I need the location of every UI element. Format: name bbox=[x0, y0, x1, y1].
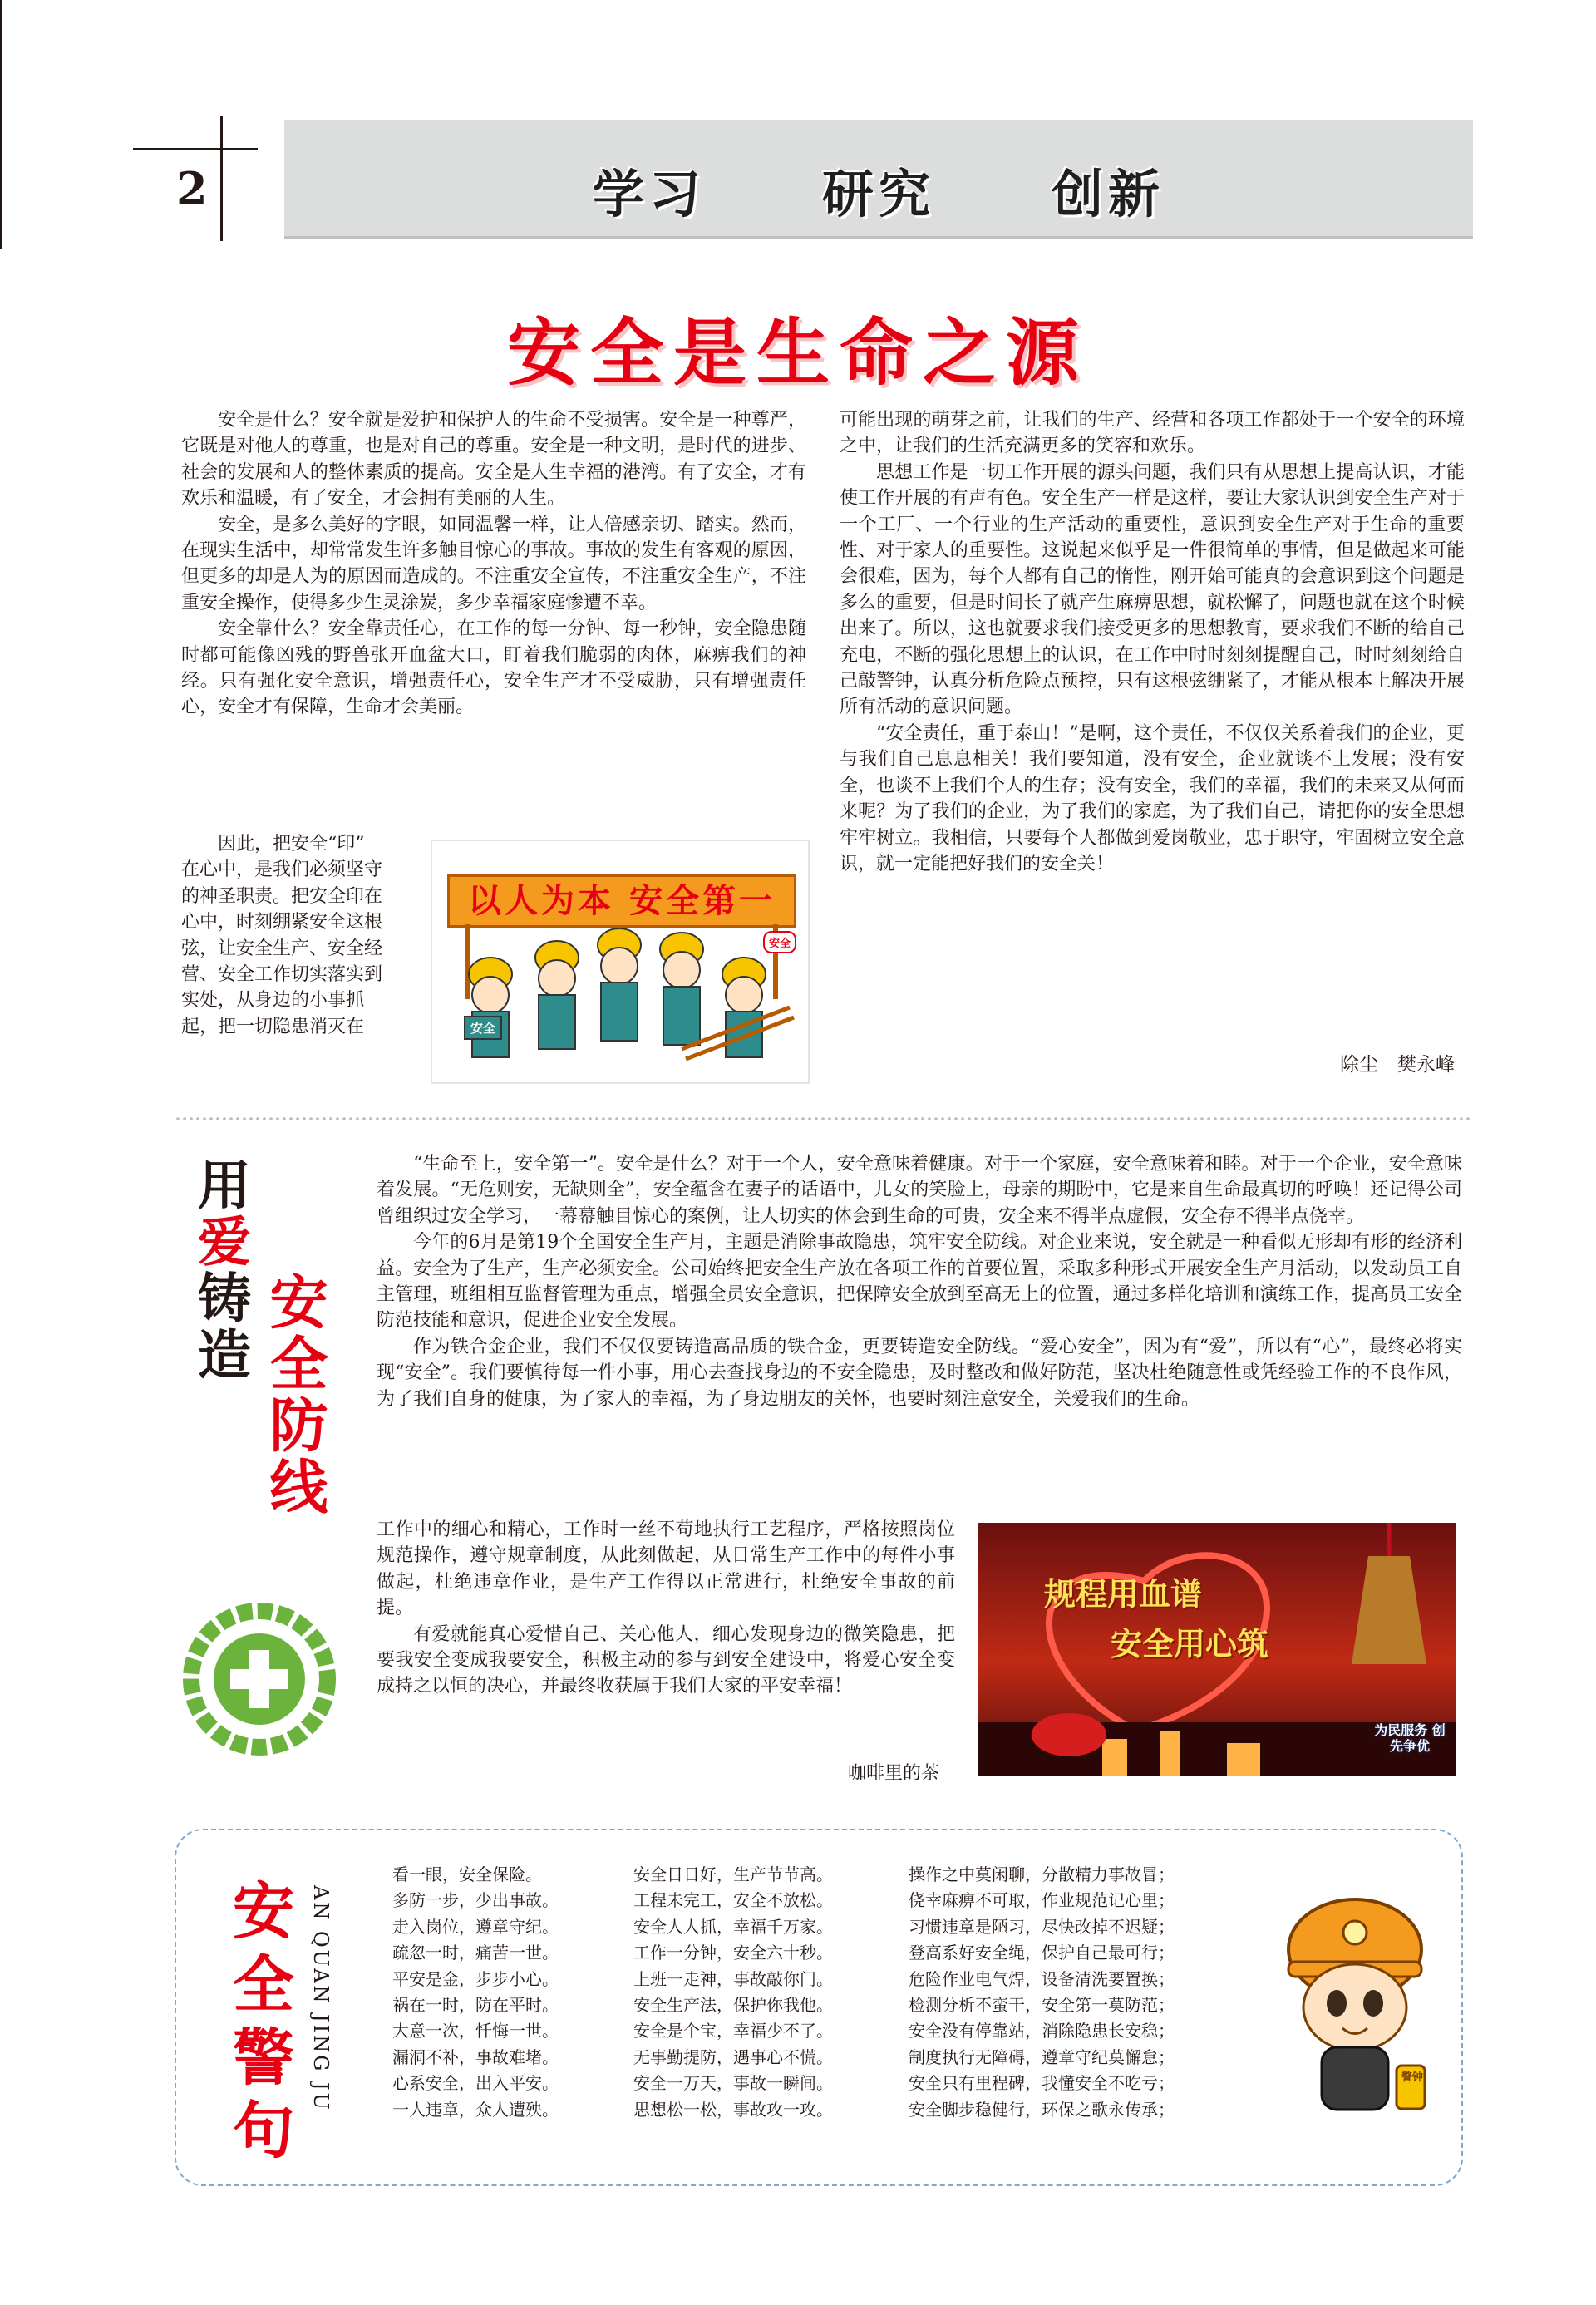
article1-paragraph: 安全是什么？安全就是爱护和保护人的生命不受损害。安全是一种尊严，它既是对他人的尊重，也是对自己的尊重。安全是一种文明，是时代的进步、社会的发展和人的整体素质的提高。安全是人生幸福的港湾。有了安全，才有欢乐和温暖，有了安全，才会拥有美丽的人生。 bbox=[181, 410, 806, 510]
article1-byline: 除尘 樊永峰 bbox=[1340, 1054, 1455, 1076]
article1-paragraph: 可能出现的萌芽之前，让我们的生产、经营和各项工作都处于一个安全的环境之中，让我们的生活充满更多的笑容和欢乐。 bbox=[840, 410, 1465, 457]
header-rule-vertical bbox=[220, 116, 223, 241]
slogan-column-3 bbox=[909, 1862, 1175, 2123]
article1-paragraph: 安全靠什么？安全靠责任心，在工作的每一分钟、每一秒钟，安全隐患随时都可能像凶残的野兽张开血盆大口，盯着我们脆弱的肉体，麻痹我们的神经。只有强化安全意识，增强责任心，安全生产才不受威胁，只有增强责任心，安全才有保障，生命才会美丽。 bbox=[181, 618, 806, 718]
side-title-col1 bbox=[190, 1157, 249, 1383]
slogan-line: 安全人人抓，幸福千万家。 bbox=[633, 1916, 833, 1937]
article2-paragraph: “生命至上，安全第一”。安全是什么？对于一个人，安全意味着健康。对于一个家庭，安全意味着和睦。对于一个企业，安全意味着发展。“无危则安，无缺则全”，安全蕴含在妻子的话语中，儿女的笑脸上，母亲的期盼中，它是来自生命最真切的呼唤！还记得公司曾组织过安全学习，一幕幕触目惊心的案例，让人切实的体会到生命的可贵，安全来不得半点虚假，安全存不得半点侥幸。 bbox=[377, 1154, 1462, 1227]
header-rule-edge bbox=[0, 0, 2, 249]
slogan-line: 安全脚步稳健行，环保之歌永传承； bbox=[909, 2099, 1175, 2120]
article2-paragraph: 有爱就能真心爱惜自己、关心他人，细心发现身边的微笑隐患，把要我安全变成我要安全，积极主动的参与到安全建设中，将爱心安全变成持之以恒的决心，并最终收获属于我们大家的平安幸福！ bbox=[377, 1623, 955, 1697]
slogan-column-2 bbox=[633, 1862, 833, 2123]
slogan-line: 多防一步，少出事故。 bbox=[392, 1890, 559, 1911]
slogan-pinyin: AN QUAN JING JU bbox=[309, 1885, 332, 2112]
slogan-line: 走入岗位，遵章守纪。 bbox=[392, 1916, 559, 1937]
slogan-line: 安全没有停靠站，消除隐患长安稳； bbox=[909, 2021, 1175, 2042]
article2-signature: 咖啡里的茶 bbox=[848, 1763, 940, 1784]
slogan-line: 工作一分钟，安全六十秒。 bbox=[633, 1943, 833, 1963]
slogan-line: 看一眼，安全保险。 bbox=[392, 1864, 542, 1884]
slogan-line: 漏洞不补，事故难堵。 bbox=[392, 2046, 559, 2067]
mascot-badge: 警钟 bbox=[1401, 2071, 1423, 2084]
slogan-line: 登高系好安全绳，保护自己最可行； bbox=[909, 1943, 1175, 1963]
slogan-line: 上班一走神，事故敲你门。 bbox=[633, 1968, 833, 1989]
slogan-line: 平安是金，步步小心。 bbox=[392, 1968, 559, 1989]
workers-cartoon bbox=[432, 841, 808, 1082]
poster-text-1: 规程用血谱 bbox=[1044, 1576, 1203, 1613]
wrap-line: 在心中，是我们必须坚守 bbox=[181, 859, 383, 881]
slogan-line: 一人违章，众人遭殃。 bbox=[392, 2099, 559, 2120]
safety-tag: 安全 bbox=[763, 931, 796, 953]
slogan-line: 心系安全，出入平安。 bbox=[392, 2073, 559, 2094]
slogan-line: 检测分析不蛮干，安全第一莫防范； bbox=[909, 1995, 1175, 2016]
side-title-char: 用 bbox=[189, 1157, 250, 1214]
wrap-line: 起，把一切隐患消灭在 bbox=[181, 1016, 365, 1037]
side-title-col2-text: 安全防线 bbox=[260, 1272, 328, 1518]
wrap-line: 实处，从身边的小事抓 bbox=[181, 990, 365, 1012]
article2-paragraph: 今年的6月是第19个全国安全生产月，主题是消除事故隐患，筑牢安全防线。对企业来说，安全就是一种看似无形却有形的经济利益。安全为了生产，生产必须安全。公司始终把安全生产放在各项工作的首要位置，采取多种形式开展安全生产月活动，以发动员工自主管理，班组相互监督管理为重点，增强全员安全意识，把保障安全放到至高无上的位置，通过多样化培训和演练工作，提高员工安全防范技能和意识，促进企业安全发展。 bbox=[377, 1232, 1462, 1332]
banner-word-study: 学习 bbox=[592, 164, 706, 224]
wrap-line: 心中，时刻绷紧安全这根 bbox=[181, 912, 383, 933]
slogan-line: 操作之中莫闲聊，分散精力事故冒； bbox=[909, 1864, 1175, 1884]
side-title-char: 铸 bbox=[189, 1270, 250, 1327]
slogan-line: 大意一次，忏悔一世。 bbox=[392, 2021, 559, 2042]
side-title-col1-text bbox=[189, 1157, 250, 1383]
header-rule-left bbox=[133, 148, 258, 150]
banner-word-innovate: 创新 bbox=[1052, 164, 1165, 224]
slogan-line: 安全日日好，生产节节高。 bbox=[633, 1864, 833, 1884]
slogan-column-1 bbox=[392, 1862, 559, 2123]
side-title-char: 造 bbox=[189, 1327, 250, 1383]
slogan-line: 安全是个宝，幸福少不了。 bbox=[633, 2021, 833, 2042]
slogan-line: 危险作业电气焊，设备清洗要置换； bbox=[909, 1968, 1175, 1989]
safety-cross-logo bbox=[176, 1596, 351, 1762]
article1-paragraph: 思想工作是一切工作开展的源头问题，我们只有从思想上提高认识，才能使工作开展的有声有色。安全生产一样是这样，要让大家认识到安全生产对于一个工厂、一个行业的生产活动的重要性，意识到安全生产对于生命的重要性、对于家人的重要性。这说起来似乎是一件很简单的事情，但是做起来可能会很难，因为，每个人都有自己的惰性，刚开始可能真的会意识到这个问题是多么的重要，但是时间长了就产生麻痹思想，就松懈了，问题也就在这个时候出来了。所以，这也就要求我们接受更多的思想教育，要求我们不断的给自己充电，不断的强化思想上的认识，在工作中时时刻刻提醒自己，时时刻刻给自己敲警钟，认真分析危险点预控，只有这根弦绷紧了，才能从根本上解决开展所有活动的意识问题。 bbox=[840, 461, 1465, 718]
wrap-line: 弦，让安全生产、安全经 bbox=[181, 938, 383, 959]
article1-title: 安全是生命之源 bbox=[506, 310, 1089, 396]
slogan-line: 安全一万天，事故一瞬间。 bbox=[633, 2073, 833, 2094]
poster-text-2: 安全用心筑 bbox=[1111, 1626, 1269, 1662]
wrap-line: 因此，把安全“印” bbox=[218, 834, 365, 855]
slogan-line: 安全只有里程碑，我懂安全不吃亏； bbox=[909, 2073, 1175, 2094]
workers-illustration bbox=[431, 840, 810, 1084]
miner-mascot bbox=[1264, 1883, 1446, 2132]
poster-badge: 为民服务 创先争优 bbox=[1374, 1722, 1446, 1754]
slogan-line: 疏忽一时，痛苦一世。 bbox=[392, 1943, 559, 1963]
article2-paragraph: 工作中的细心和精心，工作时一丝不苟地执行工艺程序，严格按照岗位规范操作，遵守规章制度，从此刻做起，从日常生产工作中的每件小事做起，杜绝违章作业，是生产工作得以正常进行，杜绝安全事故的前提。 bbox=[377, 1519, 955, 1619]
wrap-line: 营、安全工作切实落实到 bbox=[181, 964, 383, 986]
slogan-title: 安全警句 bbox=[223, 1879, 294, 2171]
safety-poster-image bbox=[978, 1523, 1456, 1776]
slogan-line: 制度执行无障碍，遵章守纪莫懈怠； bbox=[909, 2046, 1175, 2067]
slogan-line: 工程未完工，安全不放松。 bbox=[633, 1890, 833, 1911]
article2-paragraph: 作为铁合金企业，我们不仅仅要铸造高品质的铁合金，更要铸造安全防线。“爱心安全”，因为有“爱”，所以有“心”，最终必将实现“安全”。我们要慎待每一件小事，用心去查找身边的不安全隐患，及时整改和做好防范，坚决杜绝随意性或凭经验工作的不良作风，为了我们自身的健康，为了家人的幸福，为了身边朋友的关怀，也要时刻注意安全，关爱我们的生命。 bbox=[377, 1336, 1462, 1410]
slogan-line: 习惯违章是陋习，尽快改掉不迟疑； bbox=[909, 1916, 1175, 1937]
side-title-col2 bbox=[262, 1272, 327, 1518]
banner-word-research: 研究 bbox=[821, 164, 935, 224]
header-banner bbox=[284, 120, 1473, 239]
safety-first-sign: 以人为本 安全第一 bbox=[447, 874, 796, 928]
side-title-char: 爱 bbox=[189, 1214, 250, 1270]
wrap-line: 的神圣职责。把安全印在 bbox=[181, 885, 383, 907]
article1-left-column bbox=[181, 407, 806, 721]
article1-wrap-text bbox=[181, 831, 422, 1040]
banner-words bbox=[284, 153, 1473, 227]
slogan-line: 祸在一时，防在平时。 bbox=[392, 1995, 559, 2016]
page-number: 2 bbox=[176, 162, 208, 215]
article1-paragraph: “安全责任，重于泰山！”是啊，这个责任，不仅仅关系着我们的企业，更与我们自己息息相关！我们要知道，没有安全，企业就谈不上发展；没有安全，也谈不上我们个人的生存；没有安全，我们的幸福，我们的未来又从何而来呢？为了我们的企业，为了我们的家庭，为了我们自己，请把你的安全思想牢牢树立。我相信，只要每个人都做到爱岗敬业，忠于职守，牢固树立安全意识，就一定能把好我们的安全关！ bbox=[840, 722, 1465, 874]
slogan-line: 无事勤提防，遇事心不慌。 bbox=[633, 2046, 833, 2067]
article2-body-narrow bbox=[377, 1517, 955, 1700]
slogan-line: 思想松一松，事故攻一攻。 bbox=[633, 2099, 833, 2120]
slogan-line: 安全生产法，保护你我他。 bbox=[633, 1995, 833, 2016]
section-divider bbox=[175, 1116, 1471, 1122]
article1-right-column bbox=[840, 407, 1465, 877]
slogan-line: 侥幸麻痹不可取，作业规范记心里； bbox=[909, 1890, 1175, 1911]
article2-body bbox=[377, 1151, 1462, 1412]
safety-placard: 安全 bbox=[464, 1016, 502, 1040]
article1-paragraph: 安全，是多么美好的字眼，如同温馨一样，让人倍感亲切、踏实。然而，在现实生活中，却常常发生许多触目惊心的事故。事故的发生有客观的原因，但更多的却是人为的原因而造成的。不注重安全宣传，不注重安全生产，不注重安全操作，使得多少生灵涂炭，多少幸福家庭惨遭不幸。 bbox=[181, 514, 806, 613]
